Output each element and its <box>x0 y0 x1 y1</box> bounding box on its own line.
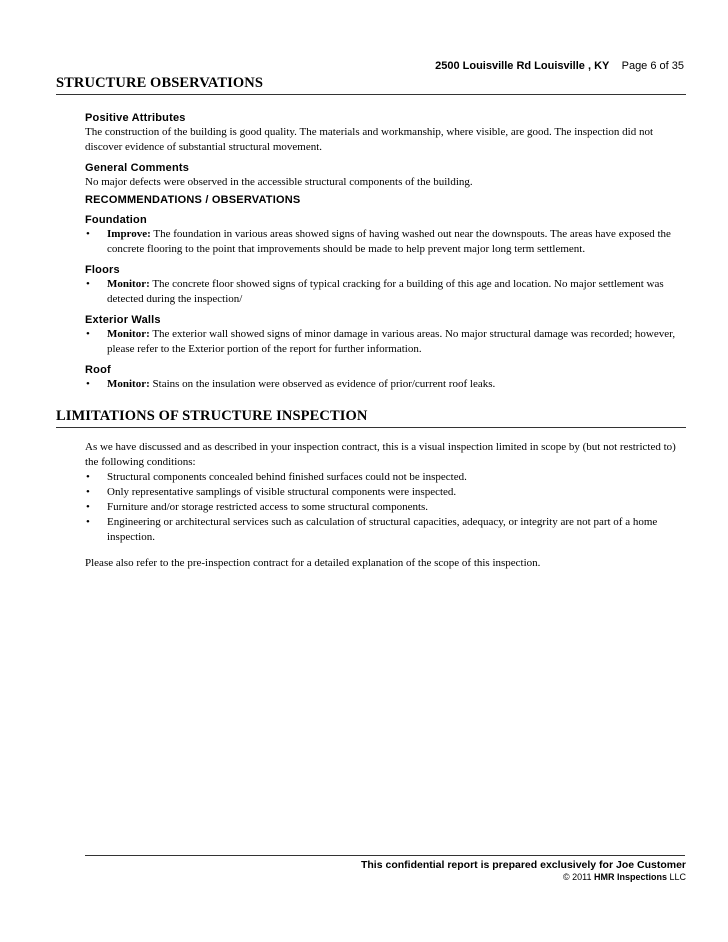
section-title-structure: STRUCTURE OBSERVATIONS <box>56 75 264 91</box>
section-rule <box>56 427 686 428</box>
bullet-icon: • <box>86 501 90 513</box>
list-item <box>85 277 685 307</box>
list-item <box>85 327 685 357</box>
limitations-intro: As we have discussed and as described in your inspection contract, this is a visual inspection limited in scope by (but not restricted to) the following conditions: <box>85 441 676 468</box>
foundation-list <box>85 227 685 257</box>
bullet-icon: • <box>86 516 90 528</box>
exterior-walls-list <box>85 327 685 357</box>
positive-attributes-text: The construction of the building is good quality. The materials and workmanship, where visible, are good. The inspection did not discover evidence of substantial structural movement. <box>85 126 654 153</box>
general-comments-heading: General Comments <box>85 162 190 174</box>
limitations-closing: Please also refer to the pre-inspection contract for a detailed explanation of the scope of this inspection. <box>85 557 541 569</box>
floors-list <box>85 277 685 307</box>
roof-tag: Monitor: <box>107 378 150 390</box>
floors-heading: Floors <box>85 264 120 276</box>
walls-tag: Monitor: <box>107 328 150 340</box>
foundation-heading: Foundation <box>85 214 147 226</box>
limitation-text: Furniture and/or storage restricted access to some structural components. <box>107 501 429 513</box>
footer-confidential: This confidential report is prepared exclusively for Joe Customer <box>360 859 686 871</box>
bullet-icon: • <box>86 228 90 240</box>
limitations-body <box>85 440 685 571</box>
roof-list <box>85 377 685 392</box>
list-item <box>85 485 685 500</box>
section-rule <box>56 94 686 95</box>
section-title-limitations: LIMITATIONS OF STRUCTURE INSPECTION <box>56 408 368 424</box>
positive-attributes-heading: Positive Attributes <box>85 112 186 124</box>
footer-rule <box>85 855 685 856</box>
foundation-tag: Improve: <box>107 228 151 240</box>
floors-text: The concrete floor showed signs of typical cracking for a building of this age and location. No major settlement was detected during the inspection/ <box>107 278 664 305</box>
list-item <box>85 515 685 545</box>
limitations-list <box>85 470 685 545</box>
limitation-text: Engineering or architectural services such as calculation of structural capacities, adequacy, or integrity are not part of a home inspection. <box>107 516 658 543</box>
roof-text: Stains on the insulation were observed as evidence of prior/current roof leaks. <box>149 378 496 390</box>
footer-copyright <box>563 872 686 882</box>
list-item <box>85 227 685 257</box>
page-header <box>435 60 684 72</box>
bullet-icon: • <box>86 471 90 483</box>
copyright-text: © 2011 <box>562 872 594 882</box>
limitation-text: Structural components concealed behind finished surfaces could not be inspected. <box>107 471 467 483</box>
bullet-icon: • <box>86 278 90 290</box>
company-name: HMR Inspections <box>593 872 667 882</box>
header-address: 2500 Louisville Rd Louisville , KY <box>435 60 610 72</box>
exterior-walls-heading: Exterior Walls <box>85 314 161 326</box>
header-page-number: Page 6 of 35 <box>621 60 684 72</box>
roof-heading: Roof <box>85 364 111 376</box>
company-suffix: LLC <box>666 872 686 882</box>
limitation-text: Only representative samplings of visible structural components were inspected. <box>107 486 457 498</box>
general-comments-text: No major defects were observed in the accessible structural components of the building. <box>85 176 473 188</box>
list-item <box>85 377 685 392</box>
floors-tag: Monitor: <box>107 278 150 290</box>
bullet-icon: • <box>86 486 90 498</box>
structure-observations-body <box>85 111 685 392</box>
bullet-icon: • <box>86 378 90 390</box>
bullet-icon: • <box>86 328 90 340</box>
recommendations-heading: RECOMMENDATIONS / OBSERVATIONS <box>85 194 301 206</box>
list-item <box>85 500 685 515</box>
walls-text: The exterior wall showed signs of minor damage in various areas. No major structural damage was recorded; however, please refer to the Exterior portion of the report for further information. <box>107 328 676 355</box>
foundation-text: The foundation in various areas showed signs of having washed out near the downspouts. The areas have exposed the concrete flooring to the point that improvements should be made to help prevent major long term settlement. <box>107 228 671 255</box>
list-item <box>85 470 685 485</box>
